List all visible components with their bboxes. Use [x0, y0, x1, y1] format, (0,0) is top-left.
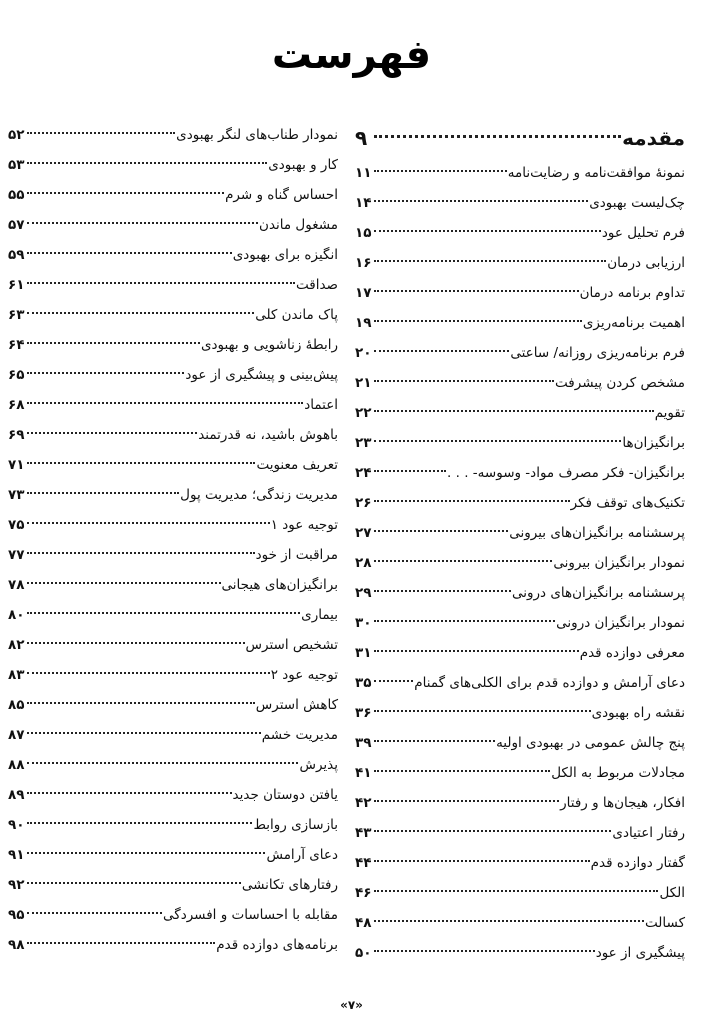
- toc-entry-title: تعریف معنویت: [256, 457, 338, 473]
- toc-leader-dots: [27, 852, 265, 854]
- toc-entry-page: ۲۱: [355, 375, 372, 391]
- toc-entry: [355, 218, 685, 248]
- toc-entry-page: ۲۰: [355, 345, 372, 361]
- toc-entry-title: رفتارهای تکانشی: [241, 877, 338, 893]
- toc-entry: [355, 758, 685, 788]
- toc-entry: [355, 668, 685, 698]
- toc-leader-dots: [374, 500, 570, 502]
- toc-entry-title: پنج چالش عمومی در بهبودی اولیه: [496, 735, 685, 751]
- toc-entry-title: کسالت: [645, 915, 685, 931]
- toc-leader-dots: [27, 252, 232, 254]
- toc-entry: [8, 330, 338, 360]
- toc-entry-title: احساس گناه و شرم: [225, 187, 338, 203]
- toc-entry-title: کاهش استرس: [255, 697, 338, 713]
- toc-entry-title: پرسشنامه برانگیزان‌های بیرونی: [509, 525, 685, 541]
- toc-entry-page: ۶۸: [8, 397, 25, 413]
- toc-leader-dots: [27, 642, 245, 644]
- toc-entry-title: نمودار طناب‌های لنگر بهبودی: [176, 127, 338, 143]
- toc-entry: [8, 870, 338, 900]
- toc-entry-page: ۱۴: [355, 195, 372, 211]
- toc-entry-page: ۸۲: [8, 637, 25, 653]
- page-title: فهرست: [271, 32, 432, 78]
- toc-entry: [355, 338, 685, 368]
- toc-leader-dots: [27, 162, 267, 164]
- toc-entry-title: رابطهٔ زناشویی و بهبودی: [200, 337, 338, 353]
- toc-leader-dots: [27, 402, 303, 404]
- toc-leader-dots: [374, 890, 658, 892]
- toc-entry-title: فرم تحلیل عود: [601, 225, 685, 241]
- toc-entry: [355, 248, 685, 278]
- toc-entry-title: رفتار اعتیادی: [612, 825, 685, 841]
- toc-entry-title: باهوش باشید، نه قدرتمند: [198, 427, 338, 443]
- toc-entry-title: مشخص کردن پیشرفت: [555, 375, 685, 391]
- toc-entry: [355, 428, 685, 458]
- toc-entry: [355, 938, 685, 968]
- toc-entry-page: ۴۳: [355, 825, 372, 841]
- toc-leader-dots: [27, 342, 200, 344]
- toc-leader-dots: [374, 950, 595, 952]
- toc-entry: [355, 120, 685, 156]
- toc-entry-page: ۱۶: [355, 255, 372, 271]
- toc-entry-title: بیماری: [301, 607, 338, 623]
- toc-entry-title: معرفی دوازده قدم: [579, 645, 685, 661]
- toc-leader-dots: [27, 702, 255, 704]
- toc-leader-dots: [27, 612, 300, 614]
- toc-leader-dots: [374, 380, 554, 382]
- toc-leader-dots: [374, 410, 654, 412]
- toc-entry-title: نقشه راه بهبودی: [591, 705, 685, 721]
- toc-leader-dots: [27, 282, 295, 284]
- toc-entry: [8, 120, 338, 150]
- toc-entry-page: ۲۲: [355, 405, 372, 421]
- toc-entry-title: برانگیزان‌ها: [622, 435, 685, 451]
- toc-entry-title: مراقبت از خود: [255, 547, 338, 563]
- toc-entry: [8, 810, 338, 840]
- toc-entry: [8, 600, 338, 630]
- toc-leader-dots: [374, 290, 579, 292]
- toc-entry-page: ۳۹: [355, 735, 372, 751]
- toc-entry: [8, 390, 338, 420]
- toc-entry-page: ۶۴: [8, 337, 25, 353]
- toc-leader-dots: [374, 440, 621, 442]
- toc-entry-title: برانگیزان‌های هیجانی: [221, 577, 338, 593]
- toc-leader-dots: [374, 260, 606, 262]
- toc-entry-page: ۵۲: [8, 127, 25, 143]
- toc-column-right: [355, 120, 685, 968]
- toc-entry: [8, 480, 338, 510]
- toc-entry: [355, 608, 685, 638]
- toc-entry-page: ۸۹: [8, 787, 25, 803]
- toc-entry: [355, 848, 685, 878]
- toc-entry-title: تکنیک‌های توقف فکر: [570, 495, 685, 511]
- toc-entry-title: مدیریت خشم: [261, 727, 338, 743]
- toc-entry: [355, 908, 685, 938]
- toc-entry-page: ۷۷: [8, 547, 25, 563]
- toc-entry-title: پیش‌بینی و پیشگیری از عود: [185, 367, 338, 383]
- toc-leader-dots: [27, 312, 254, 314]
- toc-leader-dots: [374, 230, 601, 232]
- toc-entry-page: ۴۲: [355, 795, 372, 811]
- toc-entry: [8, 930, 338, 960]
- toc-entry: [355, 308, 685, 338]
- toc-entry: [8, 240, 338, 270]
- toc-leader-dots: [374, 920, 644, 922]
- toc-entry-page: ۹۱: [8, 847, 25, 863]
- toc-leader-dots: [374, 800, 559, 802]
- toc-entry-title: مقابله با احساسات و افسردگی: [163, 907, 338, 923]
- toc-leader-dots: [374, 770, 550, 772]
- toc-entry-page: ۲۸: [355, 555, 372, 571]
- toc-leader-dots: [374, 200, 588, 202]
- toc-leader-dots: [27, 552, 255, 554]
- toc-entry: [8, 450, 338, 480]
- toc-entry-title: توجیه عود ۱: [270, 517, 338, 533]
- toc-entry-title: اعتماد: [304, 397, 338, 413]
- toc-entry: [355, 698, 685, 728]
- toc-entry: [355, 158, 685, 188]
- toc-entry-page: ۸۵: [8, 697, 25, 713]
- toc-entry-page: ۱۱: [355, 165, 372, 181]
- toc-leader-dots: [27, 432, 197, 434]
- toc-entry-page: ۲۹: [355, 585, 372, 601]
- toc-column-left: [8, 120, 338, 960]
- toc-entry-title: ارزیابی درمان: [607, 255, 685, 271]
- toc-leader-dots: [374, 860, 590, 862]
- toc-entry: [355, 398, 685, 428]
- toc-entry: [355, 488, 685, 518]
- toc-entry-title: تقویم: [654, 405, 685, 421]
- toc-entry-page: ۳۵: [355, 675, 372, 691]
- toc-entry-title: دعای آرامش و دوازده قدم برای الکلی‌های گمنام: [414, 675, 685, 691]
- toc-entry-page: ۸۸: [8, 757, 25, 773]
- toc-entry-page: ۸۳: [8, 667, 25, 683]
- toc-entry-title: پاک ماندن کلی: [255, 307, 338, 323]
- toc-leader-dots: [374, 830, 611, 832]
- toc-entry-page: ۹: [355, 126, 368, 150]
- toc-entry-page: ۹۰: [8, 817, 25, 833]
- toc-entry: [8, 750, 338, 780]
- toc-leader-dots: [27, 672, 270, 674]
- toc-entry: [8, 300, 338, 330]
- toc-entry: [8, 210, 338, 240]
- toc-entry-title: برنامه‌های دوازده قدم: [216, 937, 338, 953]
- toc-leader-dots: [374, 350, 509, 352]
- toc-leader-dots: [27, 372, 184, 374]
- toc-entry: [355, 458, 685, 488]
- toc-entry-title: بازسازی روابط: [253, 817, 338, 833]
- toc-leader-dots: [27, 462, 255, 464]
- toc-entry-title: چک‌لیست بهبودی: [589, 195, 685, 211]
- toc-entry-title: اهمیت برنامه‌ریزی: [582, 315, 685, 331]
- toc-leader-dots: [27, 522, 270, 524]
- toc-entry: [8, 510, 338, 540]
- toc-entry-title: مشغول ماندن: [259, 217, 338, 233]
- toc-entry-title: نمودار برانگیزان درونی: [556, 615, 685, 631]
- toc-leader-dots: [374, 530, 508, 532]
- toc-entry: [8, 180, 338, 210]
- toc-entry: [8, 270, 338, 300]
- toc-entry-page: ۷۳: [8, 487, 25, 503]
- toc-entry-page: ۴۴: [355, 855, 372, 871]
- toc-entry-page: ۳۰: [355, 615, 372, 631]
- toc-entry-title: مدیریت زندگی؛ مدیریت پول: [180, 487, 338, 503]
- toc-entry: [8, 690, 338, 720]
- toc-entry: [355, 578, 685, 608]
- toc-entry: [8, 720, 338, 750]
- toc-entry-title: تداوم برنامه درمان: [579, 285, 685, 301]
- toc-entry: [355, 368, 685, 398]
- toc-entry: [355, 788, 685, 818]
- toc-entry: [355, 518, 685, 548]
- toc-entry-page: ۵۰: [355, 945, 372, 961]
- toc-entry: [8, 540, 338, 570]
- toc-entry-page: ۷۸: [8, 577, 25, 593]
- toc-entry-page: ۷۵: [8, 517, 25, 533]
- toc-entry-title: کار و بهبودی: [268, 157, 338, 173]
- toc-entry-title: فرم برنامه‌ریزی روزانه/ ساعتی: [510, 345, 685, 361]
- toc-entry-page: ۲۷: [355, 525, 372, 541]
- toc-entry-page: ۲۳: [355, 435, 372, 451]
- toc-leader-dots: [27, 222, 258, 224]
- toc-entry-page: ۶۳: [8, 307, 25, 323]
- toc-entry: [355, 548, 685, 578]
- toc-entry-title: نمودار برانگیزان بیرونی: [553, 555, 685, 571]
- toc-entry-title: یافتن دوستان جدید: [232, 787, 338, 803]
- toc-leader-dots: [374, 650, 579, 652]
- toc-entry-title: پذیرش: [299, 757, 338, 773]
- toc-entry-title: نمونهٔ موافقت‌نامه و رضایت‌نامه: [507, 165, 685, 181]
- toc-leader-dots: [374, 170, 507, 172]
- toc-entry-title: الکل: [659, 885, 685, 901]
- toc-entry-title: برانگیزان- فکر مصرف مواد- وسوسه- . . .: [447, 465, 685, 481]
- toc-entry-page: ۴۸: [355, 915, 372, 931]
- toc-entry-page: ۹۸: [8, 937, 25, 953]
- toc-entry: [355, 638, 685, 668]
- toc-entry: [355, 878, 685, 908]
- toc-entry: [8, 360, 338, 390]
- toc-leader-dots: [27, 582, 221, 584]
- toc-entry-title: گفتار دوازده قدم: [590, 855, 685, 871]
- toc-leader-dots: [374, 740, 495, 742]
- toc-leader-dots: [27, 792, 232, 794]
- toc-entry: [8, 570, 338, 600]
- toc-entry-page: ۴۶: [355, 885, 372, 901]
- toc-leader-dots: [374, 620, 555, 622]
- toc-leader-dots: [374, 680, 413, 682]
- toc-entry-page: ۲۴: [355, 465, 372, 481]
- toc-entry-page: ۵۵: [8, 187, 25, 203]
- toc-entry: [8, 900, 338, 930]
- toc-entry-title: افکار، هیجان‌ها و رفتار: [560, 795, 685, 811]
- toc-entry-page: ۱۹: [355, 315, 372, 331]
- toc-entry-page: ۸۰: [8, 607, 25, 623]
- page-number: «۷»: [340, 998, 363, 1012]
- toc-entry: [355, 278, 685, 308]
- toc-leader-dots: [27, 912, 162, 914]
- toc-entry: [8, 660, 338, 690]
- toc-entry-title: دعای آرامش: [266, 847, 338, 863]
- toc-entry-page: ۵۷: [8, 217, 25, 233]
- toc-leader-dots: [27, 942, 215, 944]
- toc-entry-title: پیشگیری از عود: [595, 945, 685, 961]
- toc-entry-title: انگیزه برای بهبودی: [232, 247, 338, 263]
- toc-entry-title: توجیه عود ۲: [270, 667, 338, 683]
- toc-leader-dots: [27, 882, 241, 884]
- toc-leader-dots: [27, 492, 179, 494]
- toc-entry-page: ۳۶: [355, 705, 372, 721]
- toc-leader-dots: [374, 710, 591, 712]
- toc-entry: [8, 630, 338, 660]
- toc-leader-dots: [27, 822, 252, 824]
- toc-entry-page: ۴۱: [355, 765, 372, 781]
- toc-leader-dots: [374, 560, 552, 562]
- toc-entry-page: ۵۳: [8, 157, 25, 173]
- toc-entry-page: ۵۹: [8, 247, 25, 263]
- toc-entry: [355, 188, 685, 218]
- toc-entry-page: ۲۶: [355, 495, 372, 511]
- toc-leader-dots: [374, 320, 582, 322]
- toc-entry-title: تشخیص استرس: [245, 637, 338, 653]
- toc-entry-page: ۹۲: [8, 877, 25, 893]
- toc-leader-dots: [374, 135, 621, 138]
- toc-leader-dots: [27, 762, 298, 764]
- toc-entry-title: مقدمه: [622, 126, 685, 150]
- toc-entry: [355, 818, 685, 848]
- toc-leader-dots: [27, 732, 261, 734]
- toc-entry: [8, 840, 338, 870]
- toc-entry-page: ۱۵: [355, 225, 372, 241]
- toc-entry-page: ۶۵: [8, 367, 25, 383]
- toc-leader-dots: [27, 132, 175, 134]
- toc-entry-page: ۶۱: [8, 277, 25, 293]
- toc-entry-page: ۹۵: [8, 907, 25, 923]
- toc-entry-title: صداقت: [295, 277, 338, 293]
- toc-entry-page: ۷۱: [8, 457, 25, 473]
- toc-leader-dots: [374, 470, 446, 472]
- toc-leader-dots: [27, 192, 224, 194]
- toc-entry-title: مجادلات مربوط به الکل: [551, 765, 685, 781]
- toc-entry: [8, 420, 338, 450]
- toc-entry: [8, 150, 338, 180]
- toc-leader-dots: [374, 590, 511, 592]
- toc-entry: [355, 728, 685, 758]
- toc-entry-title: پرسشنامه برانگیزان‌های درونی: [511, 585, 685, 601]
- toc-entry-page: ۳۱: [355, 645, 372, 661]
- toc-entry: [8, 780, 338, 810]
- toc-entry-page: ۶۹: [8, 427, 25, 443]
- toc-entry-page: ۱۷: [355, 285, 372, 301]
- toc-entry-page: ۸۷: [8, 727, 25, 743]
